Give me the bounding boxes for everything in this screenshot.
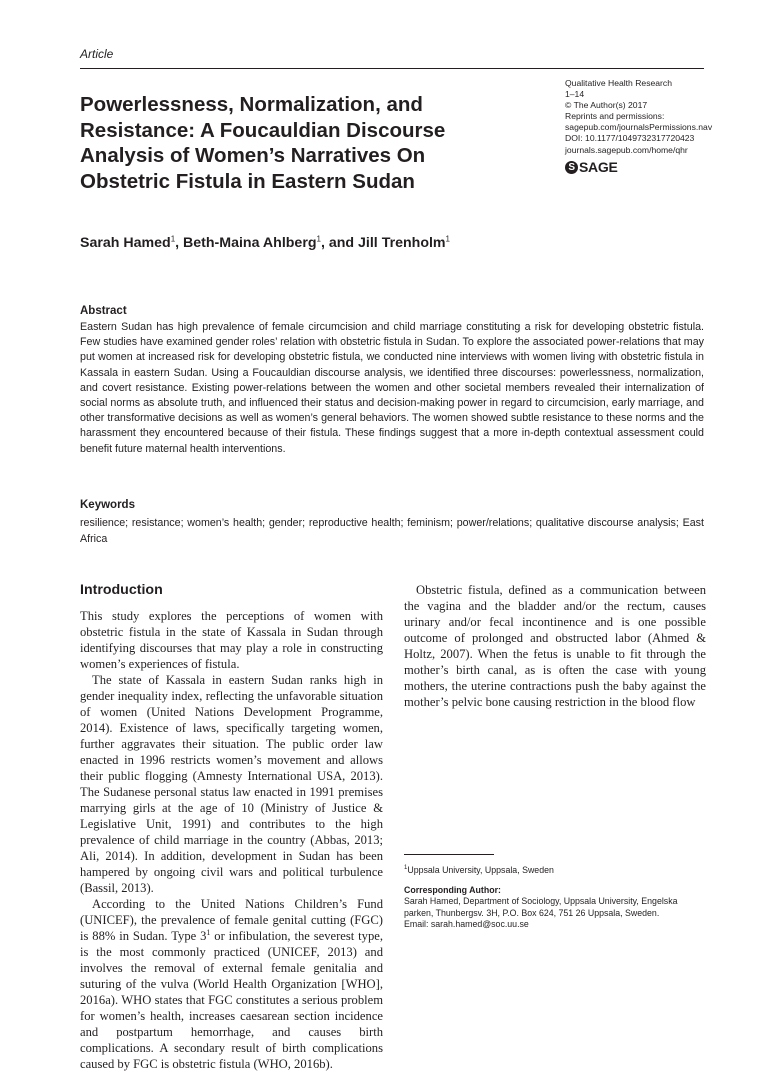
- author-separator: , and: [320, 235, 359, 251]
- page-range: 1–14: [565, 89, 585, 100]
- body-column-right: [404, 582, 706, 710]
- corresponding-author: [404, 885, 714, 931]
- corresponding-address-line: Sarah Hamed, Department of Sociology, Uppsala University, Engelska: [404, 896, 678, 907]
- corresponding-email[interactable]: Email: sarah.hamed@soc.uu.se: [404, 919, 529, 930]
- sage-logo: [565, 159, 617, 175]
- intro-paragraph: The state of Kassala in eastern Sudan ranks high in gender inequality index, reflecting the unfavorable situation of women (United Nations Development Programme, 2014). Existence of laws, specifically targeting women, further aggravates their situation. The public order law enacted in 1996 restricts women’s movement and allows their public flogging (Amnesty International USA, 2013). The Sudanese personal status law enacted in 1991 premises marrying girls at the age of 10 (Ministry of Justice & Legislative Unit, 1991) and contributes to the high prevalence of child marriage in the country (Abbas, 2013; Ali, 2014). In addition, development in Sudan has been hampered by ongoing civil wars and political turbulence (Bassil, 2013).: [80, 673, 383, 895]
- doi-line[interactable]: DOI: 10.1177/1049732317720423: [565, 133, 695, 144]
- body-column-left: [80, 608, 383, 1072]
- keywords-text: resilience; resistance; women’s health; gender; reproductive health; feminism; power/relations; qualitative discourse analysis; East Africa: [80, 517, 704, 545]
- introduction-heading: Introduction: [80, 582, 163, 598]
- sage-logo-icon: S: [565, 161, 578, 174]
- intro-paragraph: [80, 896, 383, 1072]
- author-affiliation-mark: 1: [316, 234, 321, 244]
- intro-paragraph: Obstetric fistula, defined as a communication between the vagina and the bladder and/or the rectum, causes urinary and/or fecal incontinence and is one possible outcome of prolonged and obstructed labor (Ahmed & Holtz, 2007). When the fetus is unable to fit through the mother’s birth canal, as is often the case with young mothers, the uterine contractions push the baby against the mother’s pelvic bone causing restriction in the blood flow: [404, 583, 706, 709]
- author-list: [80, 235, 450, 251]
- reprints-line: Reprints and permissions:: [565, 111, 665, 122]
- corresponding-address-line: parken, Thunbergsv. 3H, P.O. Box 624, 751 26 Uppsala, Sweden.: [404, 907, 660, 918]
- author-name: Jill Trenholm: [358, 235, 446, 251]
- journal-name: Qualitative Health Research: [565, 78, 672, 88]
- sage-logo-text: SAGE: [579, 159, 618, 175]
- footnote-reference[interactable]: 1: [206, 927, 211, 937]
- article-title: Powerlessness, Normalization, and Resistance: A Foucauldian Discourse Analysis of Women’s Narratives On Obstetric Fistula in Eastern Sudan: [80, 93, 446, 193]
- article-type-label: Article: [80, 47, 114, 61]
- affiliation-footnote: [404, 865, 706, 876]
- journal-link[interactable]: journals.sagepub.com/home/qhr: [565, 144, 688, 155]
- paragraph-text: According to the United Nations Children’s Fund (UNICEF), the prevalence of female genital cutting (FGC) is 88% in Sudan. Type 3: [80, 897, 383, 943]
- abstract-heading: Abstract: [80, 305, 127, 317]
- footnote-mark: 1: [404, 865, 408, 872]
- footnote-rule: [404, 854, 494, 855]
- abstract-text: Eastern Sudan has high prevalence of female circumcision and child marriage constituting a risk for developing obstetric fistula. Few studies have examined gender roles’ relation with obstetric fistula in Sudan. To explore the associated power-relations that may put women at increased risk for developing obstetric fistula, we conducted nine interviews with women living with obstetric fistula in Kassala in eastern Sudan. Using a Foucauldian discourse analysis, we identified three discourses: powerlessness, normalization, and covert resistance. Existing power-relations between the women and other societal members revealed their internalization of social norms as absolute truth, and influenced their status and decision-making power in regard to circumcision, early marriage, and other transformative decisions as well as women’s general behaviors. The women showed subtle resistance to these norms and the harassment they encountered because of their fistula. These findings suggest that a more in-depth contextual assessment could benefit future maternal health interventions.: [80, 321, 704, 455]
- intro-paragraph: This study explores the perceptions of women with obstetric fistula in the state of Kassala in Sudan through identifying discourses that may play a role in constructing women’s experiences of fistula.: [80, 609, 383, 671]
- author-affiliation-mark: 1: [445, 234, 450, 244]
- journal-info: [565, 78, 765, 156]
- copyright-line: © The Author(s) 2017: [565, 100, 648, 111]
- reprints-link[interactable]: sagepub.com/journalsPermissions.nav: [565, 122, 713, 133]
- author-affiliation-mark: 1: [170, 234, 176, 244]
- keywords-heading: Keywords: [80, 499, 135, 511]
- paragraph-text: or infibulation, the severest type, is the most commonly practiced (UNICEF, 2013) and involves the removal of external female genitalia and suturing of the vulva (World Health Organization [WHO], 2016a). WHO states that FGC constitutes a serious problem for women’s health, increases caesarean section incidence and postpartum hemorrhage, and causes birth complications. A secondary result of birth complications caused by FGC is obstetric fistula (WHO, 2016b).: [80, 929, 383, 1071]
- affiliation-text: Uppsala University, Uppsala, Sweden: [407, 865, 554, 875]
- header-rule: [80, 68, 704, 69]
- corresponding-author-label: Corresponding Author:: [404, 885, 501, 895]
- author-name: Beth-Maina Ahlberg: [183, 235, 317, 251]
- author-separator: ,: [175, 235, 184, 251]
- author-name: Sarah Hamed: [80, 235, 171, 251]
